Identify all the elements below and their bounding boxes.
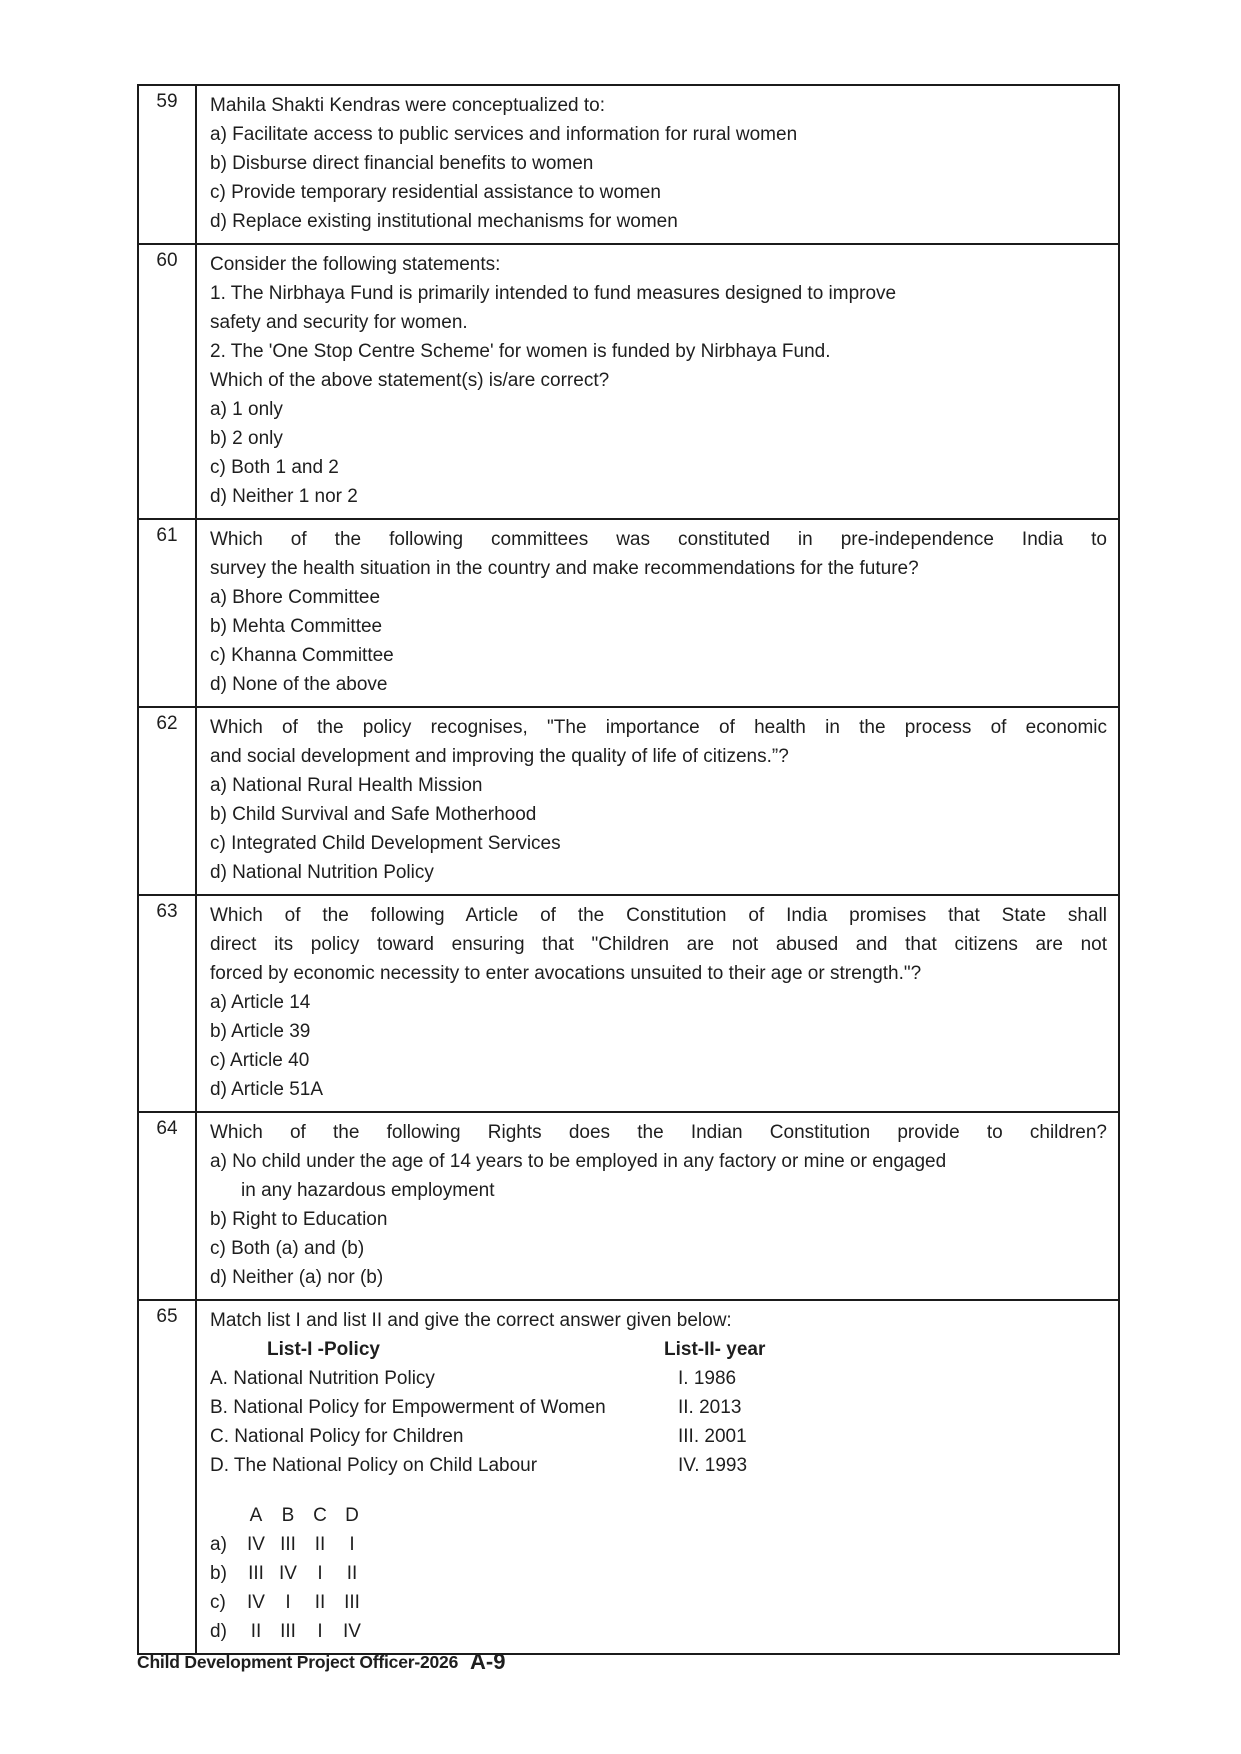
- question-line: safety and security for women.: [210, 312, 468, 333]
- question-number: 62: [138, 707, 196, 895]
- match-list-header: [210, 1335, 1107, 1364]
- question-line: a) Facilitate access to public services and information for rural women: [210, 124, 798, 145]
- grid-cell: IV: [343, 1621, 361, 1642]
- question-line: c) Integrated Child Development Services: [210, 833, 561, 854]
- grid-cell: A: [249, 1505, 263, 1526]
- grid-cell: I: [349, 1534, 355, 1555]
- answer-grid-header: [210, 1501, 1107, 1530]
- grid-cell: C: [313, 1505, 327, 1526]
- question-row: [138, 1112, 1119, 1300]
- grid-label: [210, 1501, 240, 1530]
- question-row: [138, 895, 1119, 1112]
- question-line: a) Bhore Committee: [210, 587, 381, 608]
- question-line: Mahila Shakti Kendras were conceptualized to:: [210, 95, 606, 116]
- match-list-row: [210, 1364, 1107, 1393]
- question-number: 63: [138, 895, 196, 1112]
- question-line: Which of the following committees was constituted in pre-independence India to: [210, 529, 1107, 550]
- grid-cell: I: [317, 1621, 323, 1642]
- match-left: D. The National Policy on Child Labour: [210, 1455, 538, 1476]
- grid-label: c): [210, 1592, 226, 1613]
- footer-exam-title: Child Development Project Officer-2026: [137, 1652, 459, 1672]
- question-row: [138, 519, 1119, 707]
- question-row: [138, 244, 1119, 519]
- question-line: b) Right to Education: [210, 1209, 388, 1230]
- blank-line: [210, 1480, 1107, 1501]
- answer-grid-row: [210, 1588, 1107, 1617]
- question-line: b) Child Survival and Safe Motherhood: [210, 804, 537, 825]
- grid-cell: I: [285, 1592, 291, 1613]
- question-line: d) Neither (a) nor (b): [210, 1267, 384, 1288]
- question-line: a) 1 only: [210, 399, 283, 420]
- question-line: Which of the following Rights does the Indian Constitution provide to children?: [210, 1122, 1107, 1143]
- question-line: 1. The Nirbhaya Fund is primarily intended to fund measures designed to improve: [210, 283, 897, 304]
- question-number: 61: [138, 519, 196, 707]
- question-line: a) No child under the age of 14 years to be employed in any factory or mine or engaged: [210, 1151, 947, 1172]
- grid-label: d): [210, 1621, 227, 1642]
- question-line: c) Both 1 and 2: [210, 457, 339, 478]
- page-footer: [137, 1649, 1037, 1679]
- question-line: Which of the policy recognises, "The importance of health in the process of economic: [210, 717, 1107, 738]
- question-row: [138, 1300, 1119, 1654]
- grid-label: a): [210, 1534, 227, 1555]
- question-number: 64: [138, 1112, 196, 1300]
- question-content: [196, 895, 1119, 1112]
- match-right: IV. 1993: [678, 1455, 748, 1476]
- question-line: b) 2 only: [210, 428, 283, 449]
- grid-cell: III: [280, 1621, 296, 1642]
- footer-page-label: A-9: [470, 1649, 506, 1674]
- match-left: List-I -Policy: [267, 1339, 380, 1360]
- question-line: survey the health situation in the country and make recommendations for the future?: [210, 558, 919, 579]
- question-line: Consider the following statements:: [210, 254, 501, 275]
- match-list-row: [210, 1451, 1107, 1480]
- grid-cell: III: [248, 1563, 264, 1584]
- match-right: I. 1986: [678, 1368, 737, 1389]
- question-line: c) Provide temporary residential assistance to women: [210, 182, 661, 203]
- match-left: B. National Policy for Empowerment of Women: [210, 1397, 606, 1418]
- question-line: in any hazardous employment: [241, 1180, 495, 1201]
- questions-table: [137, 84, 1120, 1655]
- question-content: [196, 519, 1119, 707]
- grid-cell: II: [250, 1621, 262, 1642]
- question-line: b) Article 39: [210, 1021, 311, 1042]
- question-line: Match list I and list II and give the correct answer given below:: [210, 1310, 732, 1331]
- question-line: a) National Rural Health Mission: [210, 775, 483, 796]
- question-line: d) Neither 1 nor 2: [210, 486, 358, 507]
- grid-label: b): [210, 1563, 227, 1584]
- question-line: Which of the following Article of the Constitution of India promises that State shall: [210, 905, 1107, 926]
- grid-cell: II: [346, 1563, 358, 1584]
- question-line: c) Article 40: [210, 1050, 310, 1071]
- question-line: d) None of the above: [210, 674, 388, 695]
- grid-cell: II: [314, 1592, 326, 1613]
- match-right: II. 2013: [678, 1397, 742, 1418]
- match-left: C. National Policy for Children: [210, 1426, 464, 1447]
- question-content: [196, 1300, 1119, 1654]
- match-list-row: [210, 1422, 1107, 1451]
- question-line: and social development and improving the quality of life of citizens.”?: [210, 746, 789, 767]
- question-line: c) Both (a) and (b): [210, 1238, 365, 1259]
- question-line: d) Replace existing institutional mechanisms for women: [210, 211, 678, 232]
- question-line: b) Mehta Committee: [210, 616, 383, 637]
- question-line: direct its policy toward ensuring that "Children are not abused and that citizens are not: [210, 934, 1107, 955]
- question-content: [196, 244, 1119, 519]
- question-number: 65: [138, 1300, 196, 1654]
- answer-grid-row: [210, 1559, 1107, 1588]
- grid-cell: II: [314, 1534, 326, 1555]
- grid-cell: I: [317, 1563, 323, 1584]
- question-content: [196, 85, 1119, 244]
- question-row: [138, 707, 1119, 895]
- match-left: A. National Nutrition Policy: [210, 1368, 435, 1389]
- grid-cell: IV: [247, 1592, 265, 1613]
- question-line: a) Article 14: [210, 992, 311, 1013]
- grid-cell: IV: [247, 1534, 265, 1555]
- question-line: 2. The 'One Stop Centre Scheme' for women is funded by Nirbhaya Fund.: [210, 341, 831, 362]
- match-right: III. 2001: [678, 1426, 747, 1447]
- match-right: List-II- year: [664, 1339, 766, 1360]
- question-line: d) National Nutrition Policy: [210, 862, 434, 883]
- grid-cell: D: [345, 1505, 359, 1526]
- grid-cell: III: [344, 1592, 360, 1613]
- answer-grid-row: [210, 1617, 1107, 1646]
- grid-cell: B: [281, 1505, 295, 1526]
- question-line: b) Disburse direct financial benefits to women: [210, 153, 594, 174]
- question-line: d) Article 51A: [210, 1079, 323, 1100]
- question-line: c) Khanna Committee: [210, 645, 394, 666]
- match-list-row: [210, 1393, 1107, 1422]
- grid-cell: IV: [279, 1563, 297, 1584]
- grid-cell: III: [280, 1534, 296, 1555]
- answer-grid-row: [210, 1530, 1107, 1559]
- question-number: 60: [138, 244, 196, 519]
- question-line: forced by economic necessity to enter avocations unsuited to their age or strength."?: [210, 963, 922, 984]
- question-line: Which of the above statement(s) is/are correct?: [210, 370, 610, 391]
- question-row: [138, 85, 1119, 244]
- question-number: 59: [138, 85, 196, 244]
- question-content: [196, 1112, 1119, 1300]
- question-content: [196, 707, 1119, 895]
